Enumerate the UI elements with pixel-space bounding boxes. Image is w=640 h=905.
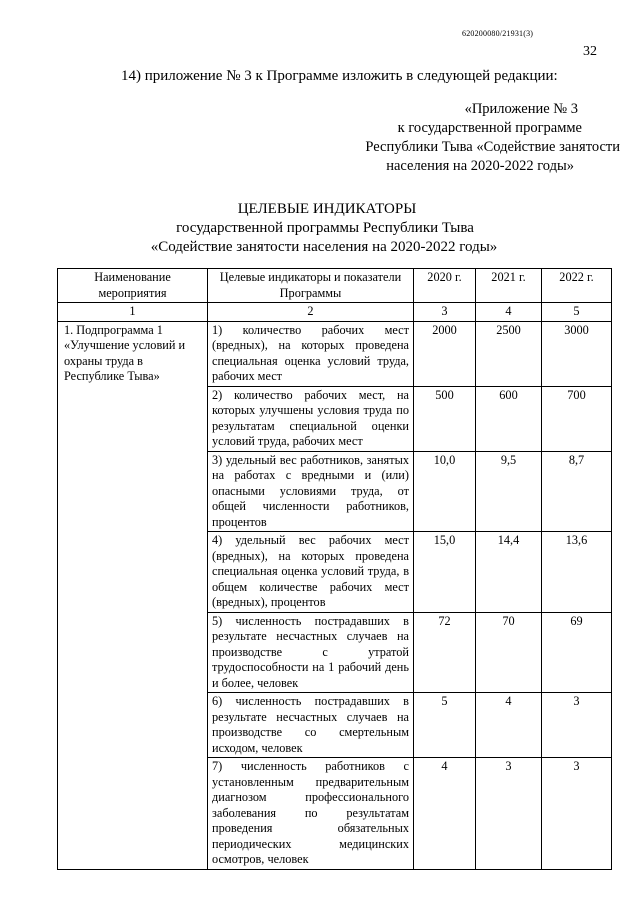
document-code: 620200080/21931(3)	[462, 29, 534, 38]
annex-heading-line: населения на 2020-2022 годы»	[386, 158, 574, 174]
column-number: 3	[414, 303, 476, 322]
value-2021: 14,4	[476, 532, 542, 613]
value-2022: 700	[542, 386, 612, 451]
value-2021: 600	[476, 386, 542, 451]
value-2020: 5	[414, 693, 476, 758]
value-2022: 3	[542, 758, 612, 870]
title-line: государственной программы Республики Тыва	[176, 220, 474, 236]
header-year-2020: 2020 г.	[414, 269, 476, 303]
indicator-cell: 7) численность работников с установленным предварительным диагнозом профессионального заболевания по результатам проведения обязательных периодических медицинских осмотров, человек	[208, 758, 414, 870]
column-number-row	[58, 303, 612, 322]
value-2022: 8,7	[542, 451, 612, 532]
indicator-cell: 6) численность пострадавших в результате несчастных случаев на производстве со смертельным исходом, человек	[208, 693, 414, 758]
column-number: 5	[542, 303, 612, 322]
annex-heading	[320, 100, 620, 176]
value-2020: 15,0	[414, 532, 476, 613]
page-number: 32	[583, 44, 597, 59]
value-2020: 10,0	[414, 451, 476, 532]
indicator-cell: 3) удельный вес работников, занятых на работах с вредными и (или) опасными условиями труда, от общей численности работников, процентов	[208, 451, 414, 532]
indicator-cell: 2) количество рабочих мест, на которых улучшены условия труда по результатам специальной оценки условий труда, рабочих мест	[208, 386, 414, 451]
indicator-cell: 5) численность пострадавших в результате несчастных случаев на производстве с утратой трудоспособности на 1 рабочий день и более, человек	[208, 612, 414, 693]
target-indicators-table	[57, 268, 612, 870]
title-line: «Содействие занятости населения на 2020-2022 годы»	[150, 239, 498, 255]
value-2021: 2500	[476, 321, 542, 386]
value-2021: 70	[476, 612, 542, 693]
annex-heading-line: Республики Тыва «Содействие занятости	[365, 139, 620, 155]
value-2020: 72	[414, 612, 476, 693]
title-line: ЦЕЛЕВЫЕ ИНДИКАТОРЫ	[237, 201, 417, 217]
indicator-cell: 1) количество рабочих мест (вредных), на которых проведена специальная оценка условий труда, рабочих мест	[208, 321, 414, 386]
value-2021: 9,5	[476, 451, 542, 532]
value-2022: 3	[542, 693, 612, 758]
document-title	[0, 200, 640, 257]
header-year-2022: 2022 г.	[542, 269, 612, 303]
value-2022: 69	[542, 612, 612, 693]
value-2020: 2000	[414, 321, 476, 386]
column-number: 4	[476, 303, 542, 322]
header-indicator: Целевые индикаторы и показатели Программы	[208, 269, 414, 303]
value-2021: 4	[476, 693, 542, 758]
amendment-instruction: 14) приложение № 3 к Программе изложить в следующей редакции:	[121, 68, 558, 84]
measure-cell: 1. Подпрограмма 1 «Улучшение условий и охраны труда в Республике Тыва»	[58, 321, 208, 869]
value-2021: 3	[476, 758, 542, 870]
table-header-row	[58, 269, 612, 303]
annex-heading-line: к государственной программе	[397, 120, 582, 136]
header-measure: Наименование мероприятия	[58, 269, 208, 303]
column-number: 1	[58, 303, 208, 322]
table-row	[58, 321, 612, 386]
value-2020: 500	[414, 386, 476, 451]
annex-heading-line: «Приложение № 3	[464, 101, 578, 117]
value-2022: 13,6	[542, 532, 612, 613]
column-number: 2	[208, 303, 414, 322]
value-2022: 3000	[542, 321, 612, 386]
indicator-cell: 4) удельный вес рабочих мест (вредных), на которых проведена специальная оценка условий труда, в общем количестве рабочих мест (вредных), процентов	[208, 532, 414, 613]
value-2020: 4	[414, 758, 476, 870]
header-year-2021: 2021 г.	[476, 269, 542, 303]
